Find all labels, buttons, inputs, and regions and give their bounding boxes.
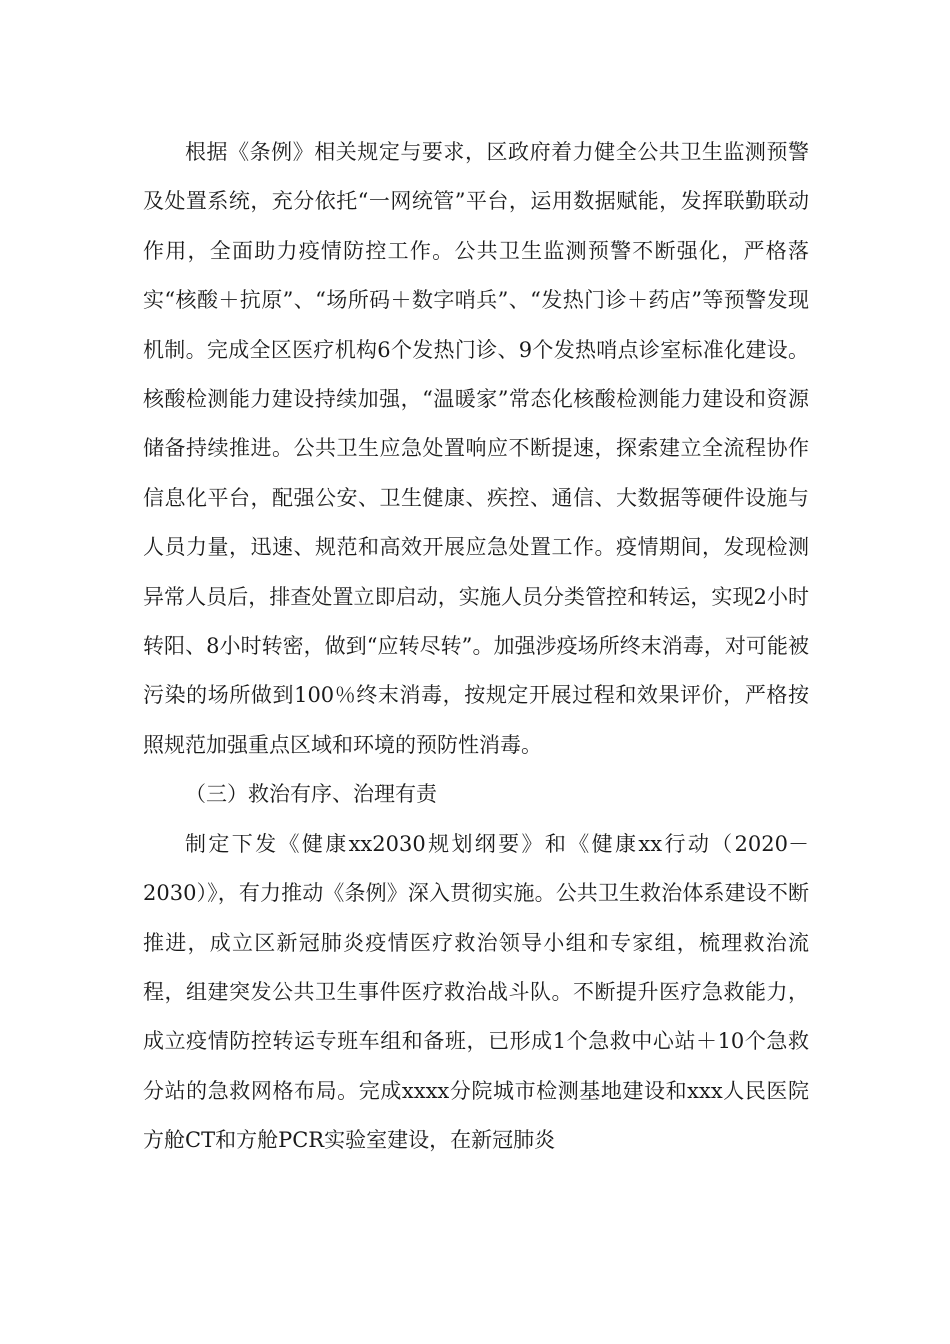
- section-heading-treatment: （三）救治有序、治理有责: [185, 782, 437, 807]
- document-body: [143, 128, 809, 1166]
- paragraph-treatment-system: 制定下发《健康xx2030规划纲要》和《健康xx行动（2020－2030）》，有力推动《条例》深入贯彻实施。公共卫生救治体系建设不断推进，成立区新冠肺炎疫情医疗救治领导小组和专家组，梳理救治流程，组建突发公共卫生事件医疗救治战斗队。不断提升医疗急救能力，成立疫情防控转运专班车组和备班，已形成1个急救中心站＋10个急救分站的急救网格布局。完成xxxx分院城市检测基地建设和xxx人民医院方舱CT和方舱PCR实验室建设，在新冠肺炎: [143, 831, 809, 1153]
- paragraph-monitoring-warning: 根据《条例》相关规定与要求，区政府着力健全公共卫生监测预警及处置系统，充分依托“一网统管”平台，运用数据赋能，发挥联勤联动作用，全面助力疫情防控工作。公共卫生监测预警不断强化，严格落实“核酸＋抗原”、“场所码＋数字哨兵”、“发热门诊＋药店”等预警发现机制。完成全区医疗机构6个发热门诊、9个发热哨点诊室标准化建设。核酸检测能力建设持续加强，“温暖家”常态化核酸检测能力建设和资源储备持续推进。公共卫生应急处置响应不断提速，探索建立全流程协作信息化平台，配强公安、卫生健康、疾控、通信、大数据等硬件设施与人员力量，迅速、规范和高效开展应急处置工作。疫情期间，发现检测异常人员后，排查处置立即启动，实施人员分类管控和转运，实现2小时转阳、8小时转密，做到“应转尽转”。加强涉疫场所终末消毒，对可能被污染的场所做到100％终末消毒，按规定开展过程和效果评价，严格按照规范加强重点区域和环境的预防性消毒。: [143, 140, 809, 757]
